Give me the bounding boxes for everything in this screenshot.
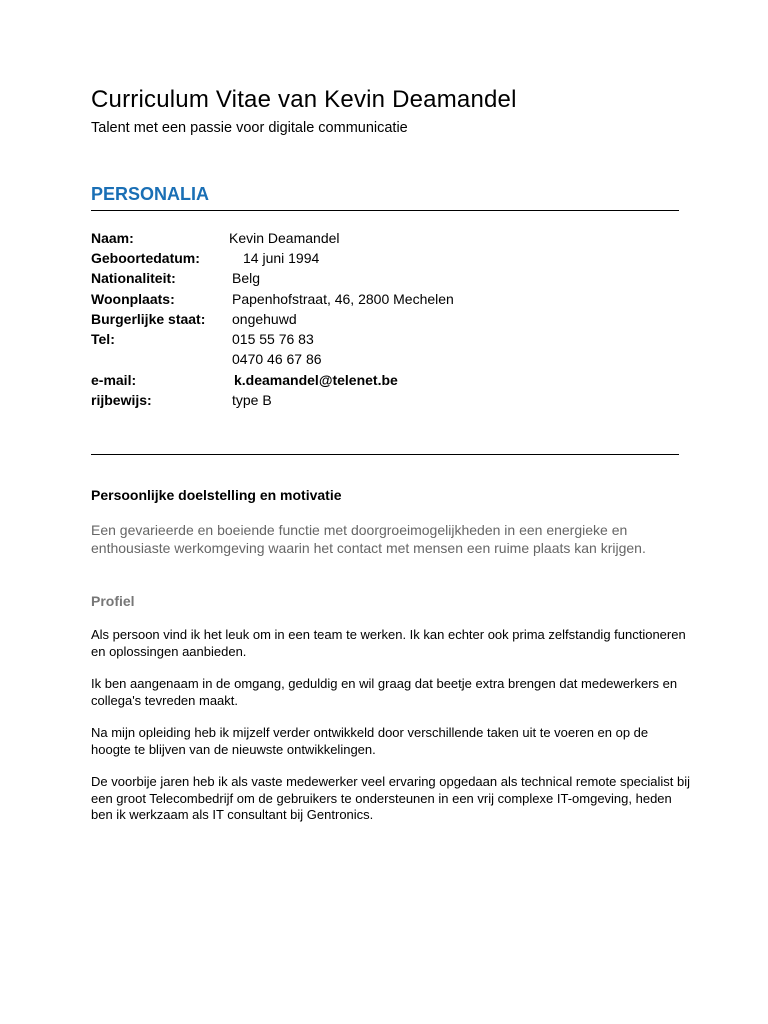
personalia-value: 0470 46 67 86 <box>232 351 322 367</box>
email-link[interactable]: k.deamandel@telenet.be <box>234 372 398 388</box>
motivation-text: Een gevarieerde en boeiende functie met doorgroeimogelijkheden in een energieke en enthousiaste werkomgeving waarin het contact met mensen een ruime plaats kan krijgen. <box>91 522 646 556</box>
personalia-value: Papenhofstraat, 46, 2800 Mechelen <box>232 291 454 307</box>
profiel-paragraph: Als persoon vind ik het leuk om in een team te werken. Ik kan echter ook prima zelfstandig functioneren en oplossingen aanbieden. <box>91 627 686 659</box>
personalia-heading: PERSONALIA <box>91 184 210 204</box>
personalia-value: ongehuwd <box>232 311 297 327</box>
profiel-paragraph: De voorbije jaren heb ik als vaste medewerker veel ervaring opgedaan als technical remote specialist bij een groot Telecombedrijf om de gebruikers te ondersteunen in een vrij complexe IT-omgeving, heden ben ik werkzaam als IT consultant bij Gentronics. <box>91 774 691 822</box>
personalia-label: rijbewijs: <box>91 392 152 408</box>
document-title: Curriculum Vitae van Kevin Deamandel <box>91 86 517 113</box>
motivation-heading: Persoonlijke doelstelling en motivatie <box>91 487 342 503</box>
section-divider <box>91 454 679 455</box>
personalia-label: e-mail: <box>91 372 137 388</box>
personalia-label: Geboortedatum: <box>91 250 200 266</box>
personalia-label: Nationaliteit: <box>91 270 176 286</box>
personalia-value: type B <box>232 392 272 408</box>
profiel-heading: Profiel <box>91 593 135 609</box>
personalia-label: Woonplaats: <box>91 291 175 307</box>
personalia-value: Belg <box>232 270 261 286</box>
personalia-label: Naam: <box>91 230 134 246</box>
personalia-value: 015 55 76 83 <box>232 331 314 347</box>
personalia-label: Tel: <box>91 331 115 347</box>
section-divider <box>91 210 679 211</box>
profiel-paragraph: Ik ben aangenaam in de omgang, geduldig en wil graag dat beetje extra brengen dat medewerkers en collega's tevreden maakt. <box>91 676 678 708</box>
personalia-label: Burgerlijke staat: <box>91 311 206 327</box>
document-subtitle: Talent met een passie voor digitale communicatie <box>91 120 408 136</box>
personalia-value: 14 juni 1994 <box>243 250 320 266</box>
profiel-paragraph: Na mijn opleiding heb ik mijzelf verder ontwikkeld door verschillende taken uit te voeren en op de hoogte te blijven van de nieuwste ontwikkelingen. <box>91 725 649 757</box>
personalia-value: Kevin Deamandel <box>229 230 340 246</box>
